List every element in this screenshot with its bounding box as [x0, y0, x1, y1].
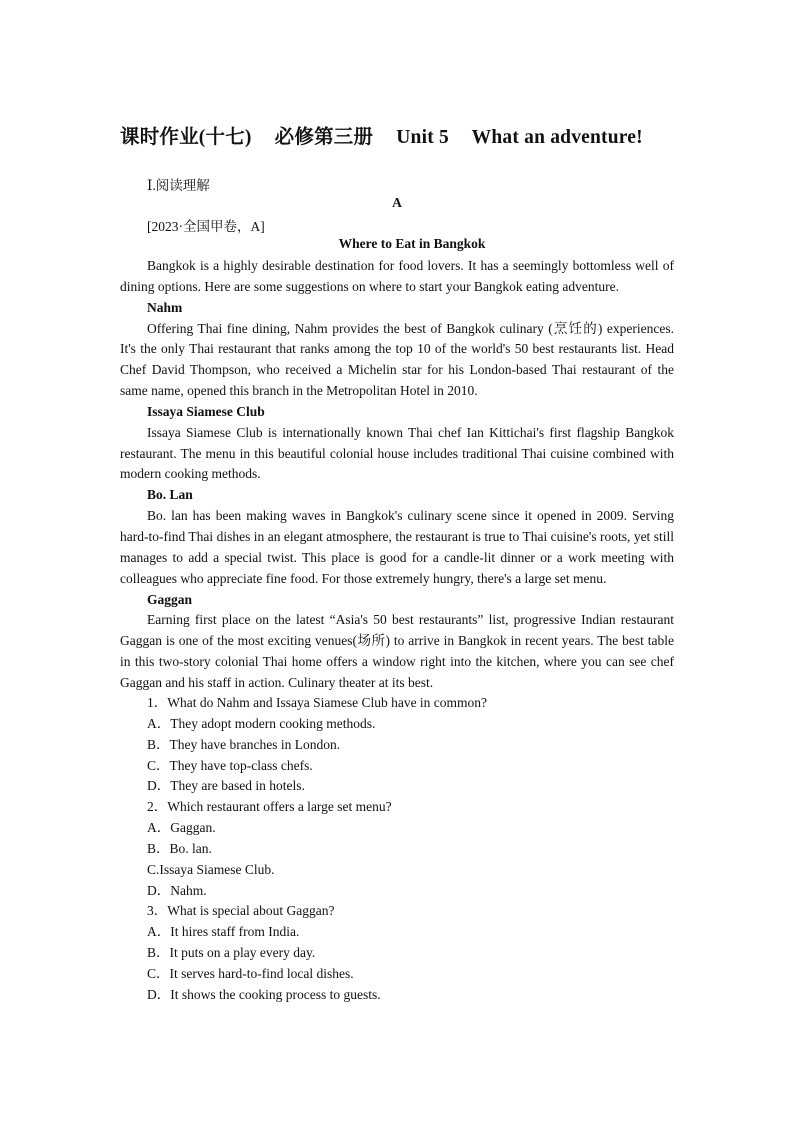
- intro-paragraph: Bangkok is a highly desirable destination for food lovers. It has a seemingly bottomless well of dining options. Here are some suggestions on where to start your Bangkok eating adventure.: [120, 258, 674, 294]
- answer-option: A．They adopt modern cooking methods.: [147, 715, 376, 731]
- answer-option: D．Nahm.: [147, 882, 207, 898]
- answer-option: D．It shows the cooking process to guests.: [147, 986, 381, 1002]
- answer-option: C．It serves hard-to-find local dishes.: [147, 965, 354, 981]
- passage-letter: A: [392, 195, 402, 210]
- passage-body: [120, 256, 674, 694]
- restaurant-paragraph: Offering Thai fine dining, Nahm provides the best of Bangkok culinary (烹饪的) experiences. It's the only Thai restaurant that ranks among the top 10 of the world's 50 best restaurants list. Head Chef David Thompson, who received a Michelin star for his London-based Thai restaurant of the same name, opened this branch in the Metropolitan Hotel in 2010.: [120, 320, 674, 399]
- restaurant-heading: Issaya Siamese Club: [147, 403, 265, 419]
- title-homework-number: 课时作业(十七): [120, 127, 252, 148]
- restaurant-paragraph: Earning first place on the latest “Asia's 50 best restaurants” list, progressive Indian restaurant Gaggan is one of the most exciting venues(场所) to arrive in Bangkok in recent years. The best table in this two-story colonial Thai home offers a window right into the kitchen, where you can see chef Gaggan and his staff in action. Culinary theater at its best.: [120, 612, 674, 690]
- restaurant-paragraph: Issaya Siamese Club is internationally known Thai chef Ian Kittichai's first flagship Bangkok restaurant. The menu in this beautiful colonial house includes traditional Thai cuisine combined with modern cooking methods.: [120, 424, 674, 482]
- section-label: Ⅰ.阅读理解: [147, 178, 210, 193]
- question-stem: 1．What do Nahm and Issaya Siamese Club have in common?: [147, 695, 488, 710]
- title-unit: Unit 5: [396, 127, 449, 148]
- restaurant-heading: Gaggan: [147, 591, 193, 607]
- answer-option: A．It hires staff from India.: [147, 924, 300, 940]
- questions-list: [147, 693, 674, 1006]
- page-title: [120, 121, 680, 149]
- question-stem: 3．What is special about Gaggan?: [147, 903, 335, 919]
- title-unit-name: What an adventure!: [471, 127, 643, 148]
- answer-option: D．They are based in hotels.: [147, 778, 305, 794]
- answer-option: B．They have branches in London.: [147, 736, 341, 752]
- answer-option: A．Gaggan.: [147, 820, 216, 836]
- restaurant-heading: Nahm: [147, 299, 183, 315]
- answer-option: C．They have top-class chefs.: [147, 757, 313, 773]
- answer-option: C.Issaya Siamese Club.: [147, 861, 275, 877]
- passage-title: Where to Eat in Bangkok: [338, 236, 486, 251]
- answer-option: B．Bo. lan.: [147, 840, 212, 856]
- answer-option: B．It puts on a play every day.: [147, 945, 316, 961]
- passage-source: [2023·全国甲卷，A]: [147, 219, 265, 234]
- title-textbook: 必修第三册: [274, 127, 374, 148]
- restaurant-paragraph: Bo. lan has been making waves in Bangkok's culinary scene since it opened in 2009. Serving hard-to-find Thai dishes in an elegant atmosphere, the restaurant is true to Thai cuisine's roots, yet still manages to add a special twist. This place is good for a candle-lit dinner or a work meeting with colleagues who appreciate fine food. For those extremely hungry, there's a large set menu.: [120, 508, 674, 586]
- restaurant-heading: Bo. Lan: [147, 487, 193, 503]
- question-stem: 2．Which restaurant offers a large set menu?: [147, 799, 392, 815]
